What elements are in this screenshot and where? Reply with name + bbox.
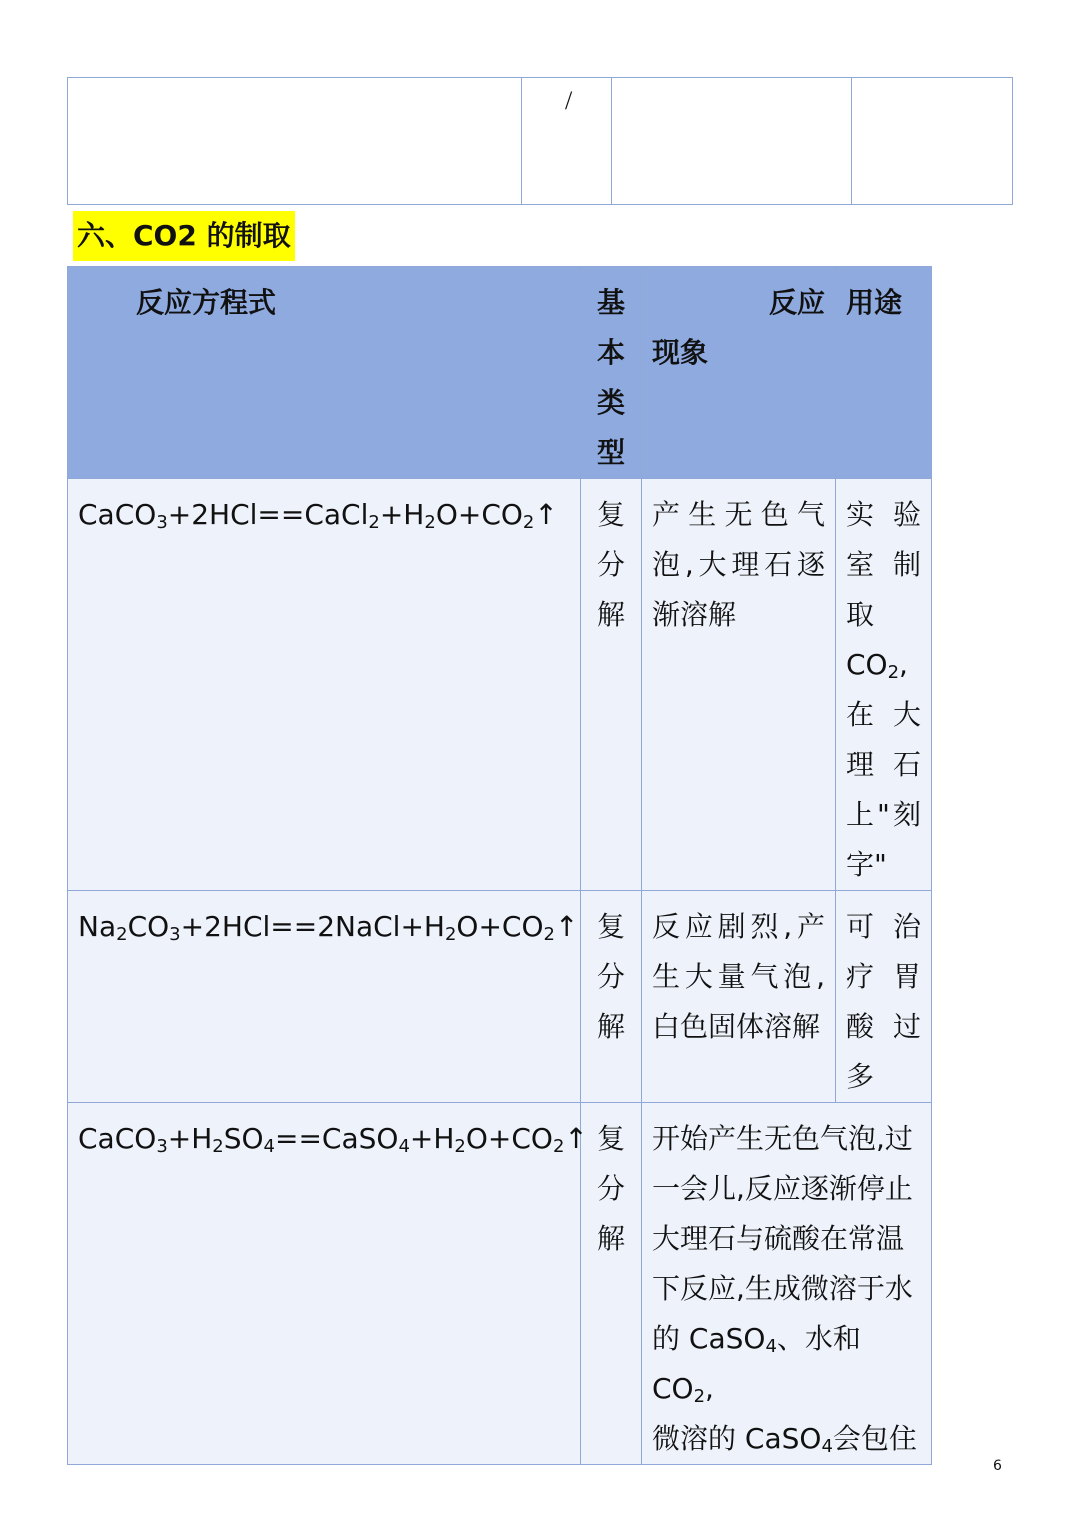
equation-cell: [68, 1103, 588, 1465]
type-cell: [581, 479, 642, 891]
type-cell: [581, 1103, 642, 1465]
column-divider: [521, 78, 522, 204]
header-phenomenon-label-a: 反应: [768, 286, 825, 319]
type-text: 复分解: [596, 498, 625, 631]
header-phenomenon-label-b: 现象: [652, 336, 709, 369]
top-partial-table: [67, 77, 1013, 205]
phenomenon-note-cell: [642, 1103, 932, 1465]
use-cell: [836, 479, 932, 891]
header-use-label: 用途: [846, 286, 903, 319]
table-row: [68, 1103, 932, 1465]
column-divider: [611, 78, 612, 204]
header-phenomenon: [642, 267, 836, 479]
header-equation-label: 反应方程式: [136, 286, 277, 319]
page-number: 6: [993, 1458, 1002, 1474]
phenomenon-note-text: 开始产生无色气泡,过 一会儿,反应逐渐停止 大理石与硫酸在常温 下反应,生成微溶于水 的 CaSO$_4$、水和 $CO_2$, 微溶的 CaSO$_4$会包住: [652, 1122, 917, 1457]
equation-text: $CaCO_3+H_2SO_4==CaSO_4+H_2O+CO_2↑$: [78, 1122, 588, 1157]
equation-text: $CaCO_3+2HCl==CaCl_2+H_2O+CO_2↑$: [78, 498, 558, 533]
type-text: 复分解: [596, 1122, 625, 1255]
type-text: 复分解: [596, 910, 625, 1043]
table-row: [68, 479, 932, 891]
header-equation: [68, 267, 581, 479]
phenomenon-text: 反应剧烈,产 生大量气泡, 白色固体溶解: [652, 910, 825, 1043]
section-heading: 六、CO2 的制取: [73, 211, 295, 261]
top-table-slash: /: [565, 86, 573, 115]
column-divider: [851, 78, 852, 204]
equation-cell: [68, 479, 581, 891]
equation-text: $Na_2CO_3+2HCl==2NaCl+H_2O+CO_2↑$: [78, 910, 579, 945]
type-cell: [581, 891, 642, 1103]
header-row: [68, 267, 932, 479]
header-use: [836, 267, 932, 479]
phenomenon-text: 产生无色气 泡,大理石逐 渐溶解: [652, 498, 825, 631]
table-row: [68, 891, 932, 1103]
co2-preparation-table: [67, 266, 932, 1465]
phenomenon-cell: [642, 479, 836, 891]
header-type: [581, 267, 642, 479]
use-text: 可治 疗胃 酸过 多: [846, 910, 921, 1093]
use-cell: [836, 891, 932, 1103]
equation-cell: [68, 891, 581, 1103]
phenomenon-cell: [642, 891, 836, 1103]
header-type-label: 基本类型: [596, 286, 625, 469]
use-text: 实验 室制 取 $CO_2$, 在大 理石 上"刻 字": [846, 498, 921, 881]
